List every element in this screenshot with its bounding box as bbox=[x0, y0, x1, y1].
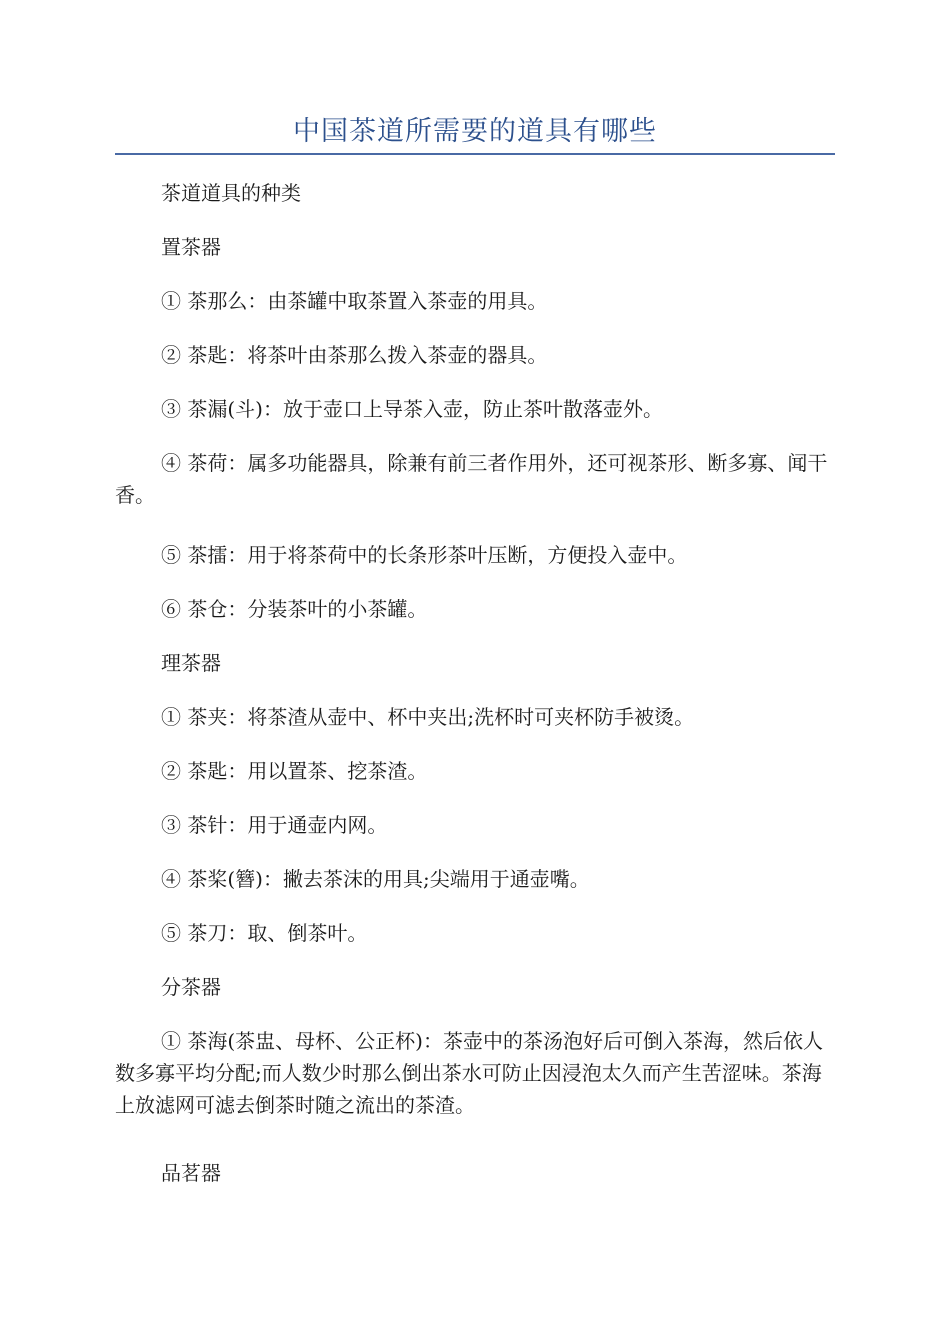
paragraph-section-tea-handling: 理茶器 bbox=[161, 651, 221, 675]
paragraph-section-tea-serving: 分茶器 bbox=[161, 975, 221, 999]
document-title: 中国茶道所需要的道具有哪些 bbox=[293, 116, 657, 147]
paragraph-section-tea-tasting: 品茗器 bbox=[161, 1161, 221, 1185]
paragraph-item: ⑤ 茶擂：用于将茶荷中的长条形茶叶压断，方便投入壶中。 bbox=[161, 543, 688, 567]
paragraph-item: ② 茶匙：用以置茶、挖茶渣。 bbox=[161, 759, 428, 783]
paragraph-item: ③ 茶针：用于通壶内网。 bbox=[161, 813, 388, 837]
paragraph-item: ③ 茶漏(斗)：放于壶口上导茶入壶，防止茶叶散落壶外。 bbox=[161, 397, 663, 421]
paragraph-item: ④ 茶桨(簪)：撇去茶沫的用具;尖端用于通壶嘴。 bbox=[161, 867, 590, 891]
title-underline bbox=[115, 153, 835, 155]
paragraph-item: ① 茶那么：由茶罐中取茶置入茶壶的用具。 bbox=[161, 289, 548, 313]
paragraph-section-tea-placing: 置茶器 bbox=[161, 235, 221, 259]
paragraph-item: ① 茶海(茶盅、母杯、公正杯)：茶壶中的茶汤泡好后可倒入茶海，然后依人数多寡平均分配;而人数少时那么倒出茶水可防止因浸泡太久而产生苦涩味。茶海上放滤网可滤去倒茶时随之流出的茶渣。 bbox=[115, 1029, 823, 1117]
paragraph-item: ⑤ 茶刀：取、倒茶叶。 bbox=[161, 921, 368, 945]
paragraph-item: ⑥ 茶仓：分装茶叶的小茶罐。 bbox=[161, 597, 428, 621]
paragraph-heading-tea-tools: 茶道道具的种类 bbox=[161, 181, 301, 205]
paragraph-item: ② 茶匙：将茶叶由茶那么拨入茶壶的器具。 bbox=[161, 343, 548, 367]
paragraph-item: ④ 茶荷：属多功能器具，除兼有前三者作用外，还可视茶形、断多寡、闻干香。 bbox=[115, 451, 828, 507]
paragraph-item: ① 茶夹：将茶渣从壶中、杯中夹出;洗杯时可夹杯防手被烫。 bbox=[161, 705, 695, 729]
